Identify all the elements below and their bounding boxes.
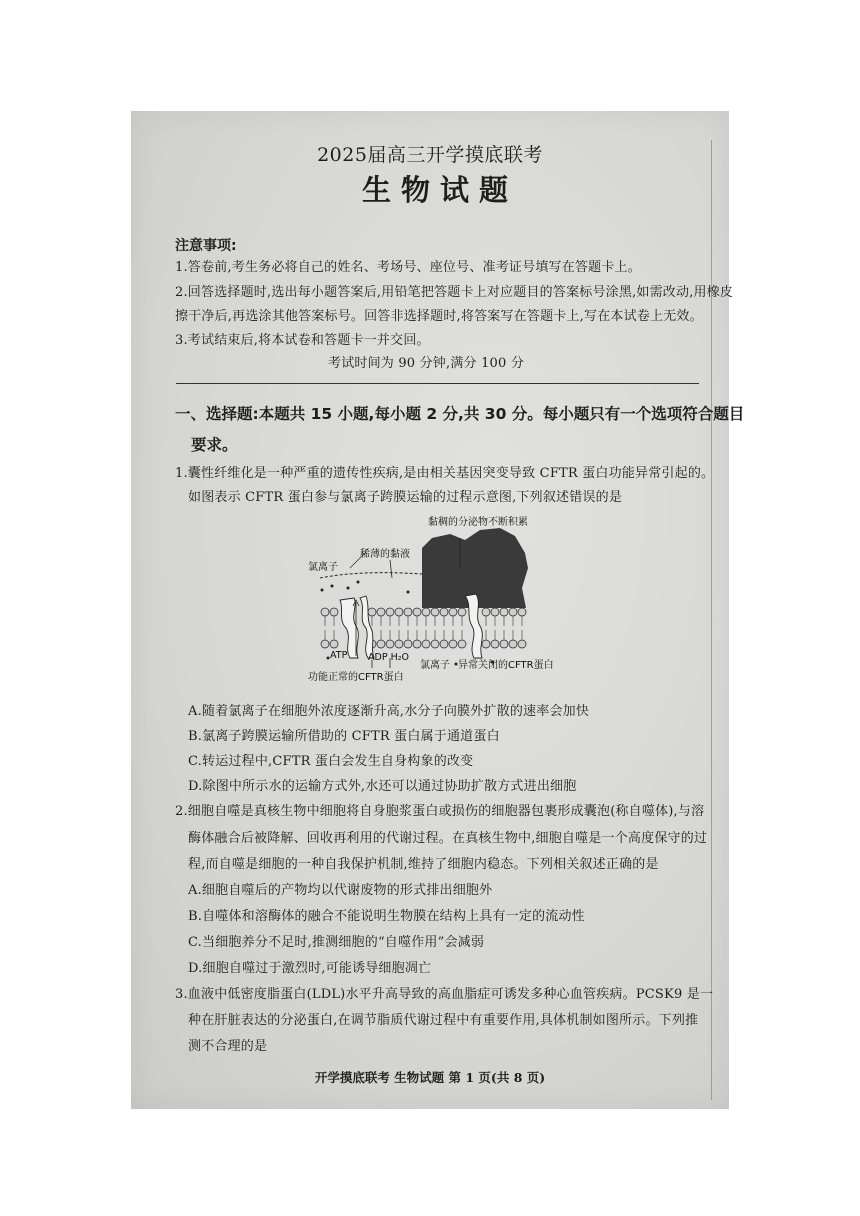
q1-option-c: C.转运过程中,CFTR 蛋白会发生自身构象的改变 xyxy=(188,754,474,769)
q2-option-c: C.当细胞养分不足时,推测细胞的“自噬作用”会减弱 xyxy=(188,935,485,950)
label-adp: ADP H₂O xyxy=(368,652,409,663)
page-footer: 开学摸底联考 生物试题 第 1 页(共 8 页) xyxy=(314,1070,546,1085)
label-abnormal-cftr: 异常关闭的CFTR蛋白 xyxy=(458,660,554,671)
section-heading: 一、选择题:本题共 15 小题,每小题 2 分,共 30 分。每小题只有一个选项符合题目 xyxy=(175,405,745,423)
label-cl-top: 氯离子 xyxy=(308,562,338,573)
notice-line-3: 擦干净后,再选涂其他答案标号。回答非选择题时,将答案写在答题卡上,写在本试卷上无效。 xyxy=(175,309,703,324)
notice-line-4: 3.考试结束后,将本试卷和答题卡一并交回。 xyxy=(175,333,430,348)
q2-stem-3: 程,而自噬是细胞的一种自我保护机制,维持了细胞内稳态。下列相关叙述正确的是 xyxy=(188,857,659,872)
q3-stem-3: 测不合理的是 xyxy=(188,1039,268,1054)
q1-stem-2: 如图表示 CFTR 蛋白参与氯离子跨膜运输的过程示意图,下列叙述错误的是 xyxy=(188,490,623,505)
q2-option-d: D.细胞自噬过于激烈时,可能诱导细胞凋亡 xyxy=(188,961,432,976)
q3-stem-1: 3.血液中低密度脂蛋白(LDL)水平升高导致的高血脂症可诱发多种心血管疾病。PCSK9 是一 xyxy=(175,987,714,1002)
q3-stem-2: 种在肝脏表达的分泌蛋白,在调节脂质代谢过程中有重要作用,具体机制如图所示。下列推 xyxy=(188,1013,699,1028)
q2-option-b: B.自噬体和溶酶体的融合不能说明生物膜在结构上具有一定的流动性 xyxy=(188,909,585,924)
label-normal-cftr: 功能正常的CFTR蛋白 xyxy=(308,672,404,683)
section-heading-cont: 要求。 xyxy=(191,436,238,454)
subject-title: 生物试题 xyxy=(361,173,518,207)
label-cl-bottom: 氯离子 xyxy=(420,660,450,671)
normal-cftr-right xyxy=(360,596,374,658)
notice-heading: 注意事项: xyxy=(175,238,237,254)
q2-option-a: A.细胞自噬后的产物均以代谢废物的形式排出细胞外 xyxy=(188,883,493,898)
q2-stem-1: 2.细胞自噬是真核生物中细胞将自身胞浆蛋白或损伤的细胞器包裹形成囊泡(称自噬体),与溶 xyxy=(175,804,705,819)
exam-time: 考试时间为 90 分钟,满分 100 分 xyxy=(328,356,525,371)
notice-line-1: 1.答卷前,考生务必将自己的姓名、考场号、座位号、准考证号填写在答题卡上。 xyxy=(175,260,641,275)
q1-option-d: D.除图中所示水的运输方式外,水还可以通过协助扩散方式进出细胞 xyxy=(188,779,577,794)
cftr-diagram xyxy=(300,508,590,688)
thin-mucus-line xyxy=(320,573,422,578)
q1-stem-1: 1.囊性纤维化是一种严重的遗传性疾病,是由相关基因突变导致 CFTR 蛋白功能异常引起的。 xyxy=(175,466,715,481)
thin-leader-line xyxy=(390,560,392,578)
q1-option-a: A.随着氯离子在细胞外浓度逐渐升高,水分子向膜外扩散的速率会加快 xyxy=(188,704,590,719)
q2-stem-2: 酶体融合后被降解、回收再利用的代谢过程。在真核生物中,细胞自噬是一个高度保守的过 xyxy=(188,831,708,846)
normal-cftr-left xyxy=(340,598,358,658)
q1-option-b: B.氯离子跨膜运输所借助的 CFTR 蛋白属于通道蛋白 xyxy=(188,729,500,744)
divider xyxy=(176,383,699,384)
label-atp: ATP xyxy=(330,650,348,661)
label-thin: 稀薄的黏液 xyxy=(360,549,410,560)
label-sticky: 黏稠的分泌物不断积累 xyxy=(428,517,528,528)
exam-title: 2025届高三开学摸底联考 xyxy=(317,144,543,166)
notice-line-2: 2.回答选择题时,选出每小题答案后,用铅笔把答题卡上对应题目的答案标号涂黑,如需改动,用橡皮 xyxy=(175,285,734,300)
